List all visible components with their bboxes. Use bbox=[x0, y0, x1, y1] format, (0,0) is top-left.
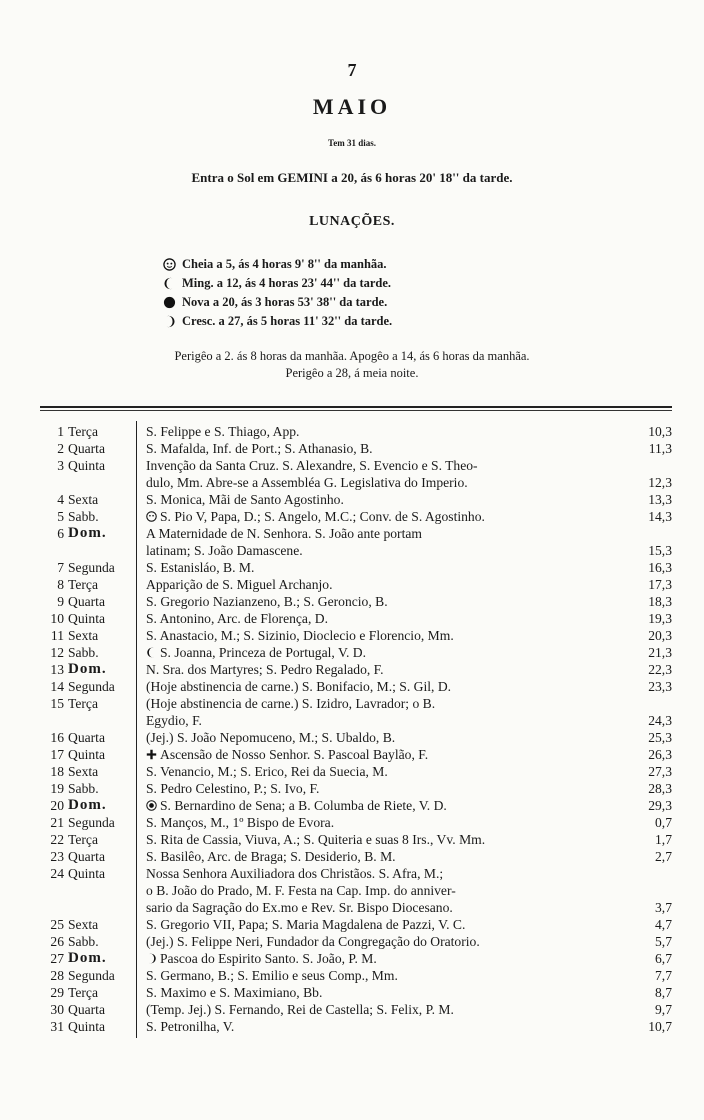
calendar-row bbox=[40, 763, 672, 780]
saints-text-content: S. Petronilha, V. bbox=[146, 1019, 235, 1034]
moon-age-value: 19,3 bbox=[648, 611, 672, 626]
saints-text-content: S. Basilêo, Arc. de Braga; S. Desiderio, B. M. bbox=[146, 849, 396, 864]
day-number: 19 bbox=[50, 781, 64, 796]
saints-text bbox=[140, 423, 572, 440]
day-number: 9 bbox=[57, 594, 64, 609]
weekday: Quarta bbox=[68, 730, 105, 745]
weekday: Sexta bbox=[68, 628, 99, 643]
moon-age-value: 3,7 bbox=[655, 900, 672, 915]
saints-text bbox=[140, 542, 572, 559]
moon-age-value: 5,7 bbox=[655, 934, 672, 949]
saints-text-content: S. Estanisláo, B. M. bbox=[146, 560, 255, 575]
day-number: 31 bbox=[50, 1019, 64, 1034]
saints-text bbox=[140, 508, 572, 525]
days-note: Tem 31 dias. bbox=[328, 138, 376, 148]
calendar-row bbox=[40, 950, 672, 967]
moon-age-value: 29,3 bbox=[648, 798, 672, 813]
day-number: 1 bbox=[57, 424, 64, 439]
day-number: 18 bbox=[50, 764, 64, 779]
weekday: Segunda bbox=[68, 560, 115, 575]
weekday: Terça bbox=[68, 424, 98, 439]
moon-phases-list bbox=[163, 255, 392, 331]
saints-text bbox=[140, 576, 572, 593]
calendar-row bbox=[40, 695, 672, 712]
calendar-row bbox=[40, 576, 672, 593]
perigee-line-1: Perigêo a 2. ás 8 horas da manhãa. Apogêo a 14, ás 6 horas da manhãa. bbox=[174, 349, 530, 363]
moon-age-value: 9,7 bbox=[655, 1002, 672, 1017]
waning-moon-icon bbox=[146, 645, 157, 656]
waxing-moon-icon bbox=[146, 951, 157, 962]
calendar-row bbox=[40, 780, 672, 797]
weekday: Quinta bbox=[68, 1019, 105, 1034]
saints-text bbox=[140, 440, 572, 457]
saints-text bbox=[140, 916, 572, 933]
weekday: Quinta bbox=[68, 866, 105, 881]
weekday: Quarta bbox=[68, 849, 105, 864]
day-number: 6 bbox=[57, 526, 64, 541]
lunations-heading: LUNAÇÕES. bbox=[309, 214, 395, 229]
saints-text bbox=[140, 933, 572, 950]
saints-text-content: S. Antonino, Arc. de Florença, D. bbox=[146, 611, 328, 626]
weekday: Terça bbox=[68, 832, 98, 847]
saints-text bbox=[140, 729, 572, 746]
moon-age-value: 24,3 bbox=[648, 713, 672, 728]
calendar-row bbox=[40, 916, 672, 933]
calendar-row bbox=[40, 797, 672, 814]
saints-text bbox=[140, 457, 572, 474]
waxing-moon-icon bbox=[163, 315, 176, 328]
calendar-row bbox=[40, 423, 672, 440]
saints-text bbox=[140, 1001, 572, 1018]
saints-text bbox=[140, 831, 572, 848]
calendar-row bbox=[40, 814, 672, 831]
weekday: Quarta bbox=[68, 1002, 105, 1017]
weekday: Sabb. bbox=[68, 781, 99, 796]
day-number: 8 bbox=[57, 577, 64, 592]
weekday: Sexta bbox=[68, 492, 99, 507]
day-number: 25 bbox=[50, 917, 64, 932]
full-moon-icon bbox=[146, 509, 157, 520]
moon-phase-text: Nova a 20, ás 3 horas 53' 38'' da tarde. bbox=[182, 295, 388, 309]
day-number: 14 bbox=[50, 679, 64, 694]
saints-text-content: Invenção da Santa Cruz. S. Alexandre, S. Evencio e S. Theo- bbox=[146, 458, 478, 473]
weekday: Sabb. bbox=[68, 645, 99, 660]
saints-text bbox=[140, 814, 572, 831]
moon-age-value bbox=[572, 457, 672, 474]
saints-text bbox=[140, 712, 572, 729]
moon-phase-item bbox=[163, 255, 392, 274]
moon-age-value: 8,7 bbox=[655, 985, 672, 1000]
day-number: 4 bbox=[57, 492, 64, 507]
calendar-row bbox=[40, 967, 672, 984]
calendar-row bbox=[40, 984, 672, 1001]
cross-icon bbox=[146, 747, 157, 758]
saints-text-content: (Jej.) S. Felippe Neri, Fundador da Congregação do Oratorio. bbox=[146, 934, 480, 949]
weekday bbox=[64, 542, 140, 559]
saints-text bbox=[140, 797, 572, 814]
moon-age-value: 4,7 bbox=[655, 917, 672, 932]
saints-text-content: S. Mafalda, Inf. de Port.; S. Athanasio, B. bbox=[146, 441, 373, 456]
saints-text bbox=[140, 1018, 572, 1035]
saints-text-content: (Hoje abstinencia de carne.) S. Izidro, Lavrador; o B. bbox=[146, 696, 436, 711]
saints-text-content: sario da Sagração do Ex.mo e Rev. Sr. Bispo Diocesano. bbox=[146, 900, 453, 915]
weekday: Dom. bbox=[68, 661, 107, 677]
perigee-line-2: Perigêo a 28, á meia noite. bbox=[285, 366, 419, 380]
moon-age-value: 12,3 bbox=[648, 475, 672, 490]
saints-text bbox=[140, 848, 572, 865]
calendar-row bbox=[40, 440, 672, 457]
moon-age-value: 14,3 bbox=[648, 509, 672, 524]
saints-text-content: Nossa Senhora Auxiliadora dos Christãos. S. Afra, M.; bbox=[146, 866, 444, 881]
saints-text-content: Pascoa do Espirito Santo. S. João, P. M. bbox=[160, 951, 377, 966]
table-top-rule bbox=[40, 406, 672, 408]
saints-text-content: S. Gregorio Nazianzeno, B.; S. Geroncio, B. bbox=[146, 594, 388, 609]
waning-moon-icon bbox=[163, 277, 176, 290]
saints-text bbox=[140, 967, 572, 984]
day-number: 20 bbox=[50, 798, 64, 813]
moon-age-value: 20,3 bbox=[648, 628, 672, 643]
weekday bbox=[64, 712, 140, 729]
saints-text-content: (Hoje abstinencia de carne.) S. Bonifacio, M.; S. Gil, D. bbox=[146, 679, 452, 694]
saints-text bbox=[140, 474, 572, 491]
calendar-row bbox=[40, 508, 672, 525]
saints-text bbox=[140, 899, 572, 916]
calendar-row bbox=[40, 933, 672, 950]
saints-text-content: Ascensão de Nosso Senhor. S. Pascoal Baylão, F. bbox=[160, 747, 429, 762]
calendar-row bbox=[40, 525, 672, 542]
weekday: Dom. bbox=[68, 797, 107, 813]
calendar-row bbox=[40, 644, 672, 661]
calendar-row bbox=[40, 746, 672, 763]
saints-text-content: (Temp. Jej.) S. Fernando, Rei de Castella; S. Felix, P. M. bbox=[146, 1002, 454, 1017]
weekday: Sabb. bbox=[68, 509, 99, 524]
weekday: Quarta bbox=[68, 594, 105, 609]
saints-text bbox=[140, 559, 572, 576]
saints-text-content: S. Manços, M., 1º Bispo de Evora. bbox=[146, 815, 335, 830]
moon-phase-item bbox=[163, 312, 392, 331]
calendar-row-continuation bbox=[40, 712, 672, 729]
moon-phase-text: Ming. a 12, ás 4 horas 23' 44'' da tarde. bbox=[182, 276, 392, 290]
calendar-row bbox=[40, 610, 672, 627]
day-number: 7 bbox=[57, 560, 64, 575]
calendar-row-continuation bbox=[40, 899, 672, 916]
moon-age-value: 27,3 bbox=[648, 764, 672, 779]
perigee-block bbox=[0, 348, 704, 382]
saints-text bbox=[140, 644, 572, 661]
moon-age-value: 28,3 bbox=[648, 781, 672, 796]
weekday: Segunda bbox=[68, 679, 115, 694]
day-number: 13 bbox=[50, 662, 64, 677]
day-number: 24 bbox=[50, 866, 64, 881]
weekday bbox=[64, 882, 140, 899]
new-moon-icon bbox=[163, 296, 176, 309]
weekday: Quinta bbox=[68, 458, 105, 473]
saints-text bbox=[140, 882, 572, 899]
day-number: 10 bbox=[50, 611, 64, 626]
calendar-row bbox=[40, 457, 672, 474]
saints-text-content: S. Germano, B.; S. Emilio e seus Comp., Mm. bbox=[146, 968, 398, 983]
weekday: Terça bbox=[68, 696, 98, 711]
weekday: Segunda bbox=[68, 968, 115, 983]
moon-age-value: 17,3 bbox=[648, 577, 672, 592]
moon-age-value: 7,7 bbox=[655, 968, 672, 983]
calendar-row bbox=[40, 831, 672, 848]
weekday bbox=[64, 899, 140, 916]
saints-text-content: latinam; S. João Damascene. bbox=[146, 543, 303, 558]
day-number: 27 bbox=[50, 951, 64, 966]
moon-age-value: 1,7 bbox=[655, 832, 672, 847]
day-number: 28 bbox=[50, 968, 64, 983]
saints-text-content: Egydio, F. bbox=[146, 713, 202, 728]
saints-text-content: S. Bernardino de Sena; a B. Columba de Riete, V. D. bbox=[160, 798, 447, 813]
saints-text bbox=[140, 525, 572, 542]
weekday bbox=[64, 474, 140, 491]
moon-age-value bbox=[572, 695, 672, 712]
moon-age-value: 26,3 bbox=[648, 747, 672, 762]
saints-text bbox=[140, 763, 572, 780]
moon-age-value: 23,3 bbox=[648, 679, 672, 694]
saints-text bbox=[140, 627, 572, 644]
saints-text-content: S. Gregorio VII, Papa; S. Maria Magdalena de Pazzi, V. C. bbox=[146, 917, 466, 932]
day-number: 17 bbox=[50, 747, 64, 762]
day-number: 21 bbox=[50, 815, 64, 830]
saints-text bbox=[140, 695, 572, 712]
weekday: Dom. bbox=[68, 525, 107, 541]
calendar-row bbox=[40, 627, 672, 644]
moon-age-value bbox=[572, 882, 672, 899]
moon-age-value: 11,3 bbox=[648, 441, 672, 456]
saints-text-content: S. Felippe e S. Thiago, App. bbox=[146, 424, 300, 439]
full-moon-icon bbox=[163, 258, 176, 271]
day-number: 12 bbox=[50, 645, 64, 660]
saints-text-content: S. Anastacio, M.; S. Sizinio, Diocleciо e Florencio, Mm. bbox=[146, 628, 454, 643]
day-number: 5 bbox=[57, 509, 64, 524]
saints-text-content: dulo, Mm. Abre-se a Assembléa G. Legislativa do Imperio. bbox=[146, 475, 468, 490]
moon-age-value bbox=[572, 865, 672, 882]
day-number: 29 bbox=[50, 985, 64, 1000]
saints-text bbox=[140, 610, 572, 627]
day-number bbox=[40, 882, 64, 899]
saints-text-content: S. Monica, Mãi de Santo Agostinho. bbox=[146, 492, 344, 507]
day-number: 11 bbox=[50, 628, 64, 643]
moon-age-value bbox=[572, 525, 672, 542]
day-number bbox=[40, 474, 64, 491]
weekday: Sexta bbox=[68, 917, 99, 932]
saints-text bbox=[140, 661, 572, 678]
moon-age-value: 18,3 bbox=[648, 594, 672, 609]
calendar-row bbox=[40, 593, 672, 610]
saints-text bbox=[140, 746, 572, 763]
saints-text-content: N. Sra. dos Martyres; S. Pedro Regalado, F. bbox=[146, 662, 384, 677]
calendar-row bbox=[40, 678, 672, 695]
moon-phase-text: Cresc. a 27, ás 5 horas 11' 32'' da tarde. bbox=[182, 314, 393, 328]
moon-age-value: 15,3 bbox=[648, 543, 672, 558]
saints-text-content: S. Venancio, M.; S. Erico, Rei da Suecia, M. bbox=[146, 764, 388, 779]
weekday: Terça bbox=[68, 985, 98, 1000]
saints-text-content: A Maternidade de N. Senhora. S. João ante portam bbox=[146, 526, 422, 541]
saints-text-content: S. Maximo e S. Maximiano, Bb. bbox=[146, 985, 323, 1000]
day-number: 15 bbox=[50, 696, 64, 711]
calendar-row bbox=[40, 661, 672, 678]
day-number bbox=[40, 712, 64, 729]
moon-phase-item bbox=[163, 274, 392, 293]
saints-text-content: S. Rita de Cassia, Viuva, A.; S. Quiteria e suas 8 Irs., Vv. Mm. bbox=[146, 832, 486, 847]
weekday: Quarta bbox=[68, 441, 105, 456]
day-number bbox=[40, 542, 64, 559]
saints-text bbox=[140, 865, 572, 882]
day-number: 2 bbox=[57, 441, 64, 456]
page-number: 7 bbox=[347, 60, 357, 80]
calendar-row bbox=[40, 1001, 672, 1018]
saints-text bbox=[140, 780, 572, 797]
calendar-row-continuation bbox=[40, 882, 672, 899]
moon-age-value: 16,3 bbox=[648, 560, 672, 575]
calendar-row bbox=[40, 848, 672, 865]
moon-age-value: 6,7 bbox=[655, 951, 672, 966]
calendar-row-continuation bbox=[40, 474, 672, 491]
day-number: 26 bbox=[50, 934, 64, 949]
saints-text-content: S. Pedro Celestino, P.; S. Ivo, F. bbox=[146, 781, 320, 796]
saints-text-content: (Jej.) S. João Nepomuceno, M.; S. Ubaldo, B. bbox=[146, 730, 396, 745]
day-number: 30 bbox=[50, 1002, 64, 1017]
new-moon-icon bbox=[146, 798, 157, 809]
day-number: 3 bbox=[57, 458, 64, 473]
moon-age-value: 22,3 bbox=[648, 662, 672, 677]
saints-text bbox=[140, 491, 572, 508]
moon-phase-item bbox=[163, 293, 392, 312]
saints-text bbox=[140, 950, 572, 967]
moon-phase-text: Cheia a 5, ás 4 horas 9' 8'' da manhãa. bbox=[182, 257, 387, 271]
weekday: Dom. bbox=[68, 950, 107, 966]
moon-age-value: 10,7 bbox=[648, 1019, 672, 1034]
day-number: 16 bbox=[50, 730, 64, 745]
calendar-row bbox=[40, 491, 672, 508]
weekday: Sabb. bbox=[68, 934, 99, 949]
calendar-row bbox=[40, 729, 672, 746]
moon-age-value: 25,3 bbox=[648, 730, 672, 745]
moon-age-value: 2,7 bbox=[655, 849, 672, 864]
weekday: Sexta bbox=[68, 764, 99, 779]
moon-age-value: 0,7 bbox=[655, 815, 672, 830]
moon-age-value: 13,3 bbox=[648, 492, 672, 507]
saints-text-content: o B. João do Prado, M. F. Festa na Cap. Imp. do anniver- bbox=[146, 883, 456, 898]
weekday: Quinta bbox=[68, 611, 105, 626]
moon-age-value: 10,3 bbox=[648, 424, 672, 439]
saints-text-content: S. Pio V, Papa, D.; S. Angelo, M.C.; Conv. de S. Agostinho. bbox=[160, 509, 485, 524]
saints-text-content: S. Joanna, Princeza de Portugal, V. D. bbox=[160, 645, 367, 660]
saints-text bbox=[140, 593, 572, 610]
day-number bbox=[40, 899, 64, 916]
calendar-table bbox=[40, 423, 672, 1035]
weekday: Terça bbox=[68, 577, 98, 592]
saints-text bbox=[140, 984, 572, 1001]
sun-entry-line: Entra o Sol em GEMINI a 20, ás 6 horas 20' 18'' da tarde. bbox=[191, 170, 513, 185]
saints-text bbox=[140, 678, 572, 695]
calendar-row-continuation bbox=[40, 542, 672, 559]
day-number: 23 bbox=[50, 849, 64, 864]
saints-text-content: Apparição de S. Miguel Archanjo. bbox=[146, 577, 333, 592]
calendar-row bbox=[40, 559, 672, 576]
calendar-row bbox=[40, 865, 672, 882]
table-top-rule-thin bbox=[40, 410, 672, 411]
calendar-row bbox=[40, 1018, 672, 1035]
month-title: MAIO bbox=[312, 94, 392, 119]
day-number: 22 bbox=[50, 832, 64, 847]
moon-age-value: 21,3 bbox=[648, 645, 672, 660]
weekday: Quinta bbox=[68, 747, 105, 762]
weekday: Segunda bbox=[68, 815, 115, 830]
